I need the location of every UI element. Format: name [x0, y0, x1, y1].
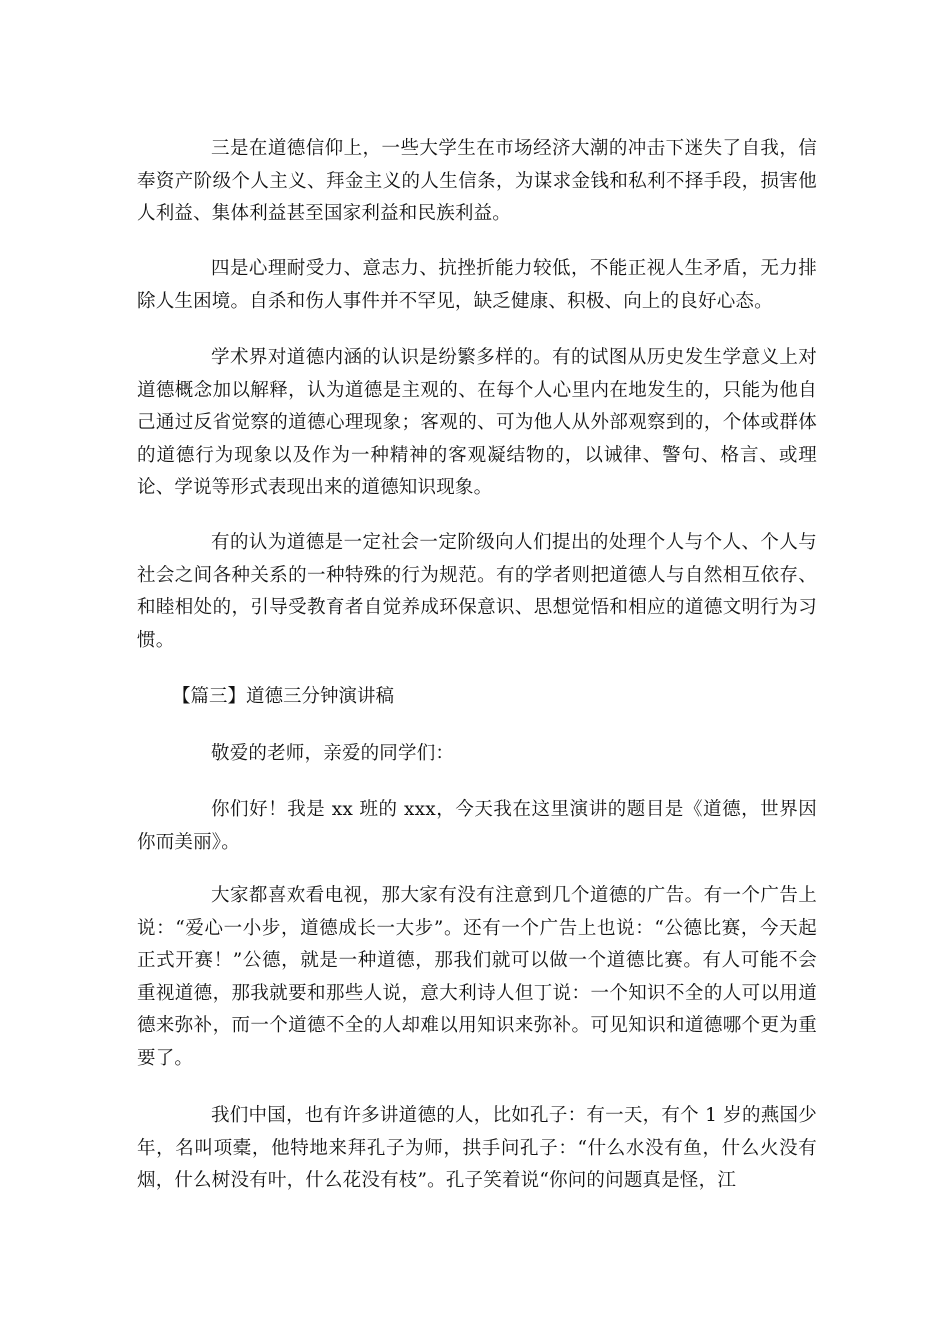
speech-tv-ads: 大家都喜欢看电视，那大家有没有注意到几个道德的广告。有一个广告上说：“爱心一小步，道德成长一大步”。还有一个广告上也说：“公德比赛，今天起正式开赛！”公德，就是一种道德，那我们就可以做一个道德比赛。有人可能不会重视道德，那我就要和那些人说，意大利诗人但丁说：一个知识不全的人可以用道德来弥补，而一个道德不全的人却难以用知识来弥补。可见知识和道德哪个更为重要了。	[137, 885, 817, 1069]
speech-greeting: 敬爱的老师，亲爱的同学们：	[211, 743, 455, 764]
paragraph-psychology: 四是心理耐受力、意志力、抗挫折能力较低，不能正视人生矛盾，无力排除人生困境。自杀和伤人事件并不罕见，缺乏健康、积极、向上的良好心态。	[137, 258, 817, 312]
speech-intro: 你们好！我是 xx 班的 xxx，今天我在这里演讲的题目是《道德，世界因你而美丽》。	[137, 799, 817, 853]
paragraph-moral-definition: 有的认为道德是一定社会一定阶级向人们提出的处理个人与个人、个人与社会之间各种关系的一种特殊的行为规范。有的学者则把道德人与自然相互依存、和睦相处的，引导受教育者自觉养成环保意识、思想觉悟和相应的道德文明行为习惯。	[137, 532, 817, 651]
paragraph-academic-views: 学术界对道德内涵的认识是纷繁多样的。有的试图从历史发生学意义上对道德概念加以解释，认为道德是主观的、在每个人心里内在地发生的，只能为他自己通过反省觉察的道德心理现象；客观的、可为他人从外部观察到的，个体或群体的道德行为现象以及作为一种精神的客观凝结物的，以诫律、警句、格言、或理论、学说等形式表现出来的道德知识现象。	[137, 347, 817, 499]
section-heading: 【篇三】道德三分钟演讲稿	[172, 686, 395, 707]
speech-confucius: 我们中国，也有许多讲道德的人，比如孔子：有一天，有个 1 岁的燕国少年，名叫项橐，他特地来拜孔子为师，拱手问孔子：“什么水没有鱼，什么火没有烟，什么树没有叶，什么花没有枝”。孔子笑着说“你问的问题真是怪，江	[137, 1105, 817, 1192]
paragraph-moral-belief: 三是在道德信仰上，一些大学生在市场经济大潮的冲击下迷失了自我，信奉资产阶级个人主义、拜金主义的人生信条，为谋求金钱和私利不择手段，损害他人利益、集体利益甚至国家利益和民族利益。	[137, 138, 817, 225]
